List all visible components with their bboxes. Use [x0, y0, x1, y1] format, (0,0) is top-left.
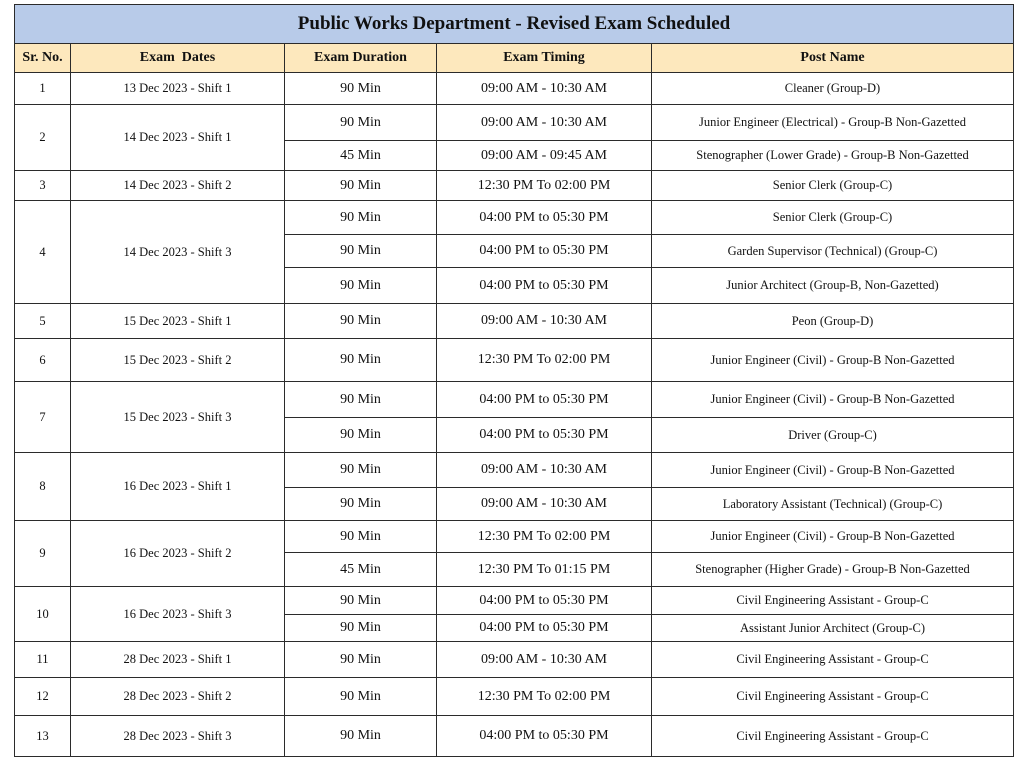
post-name-cell: Driver (Group-C) — [652, 418, 1014, 453]
exam-duration-cell: 45 Min — [285, 553, 437, 587]
post-name-cell: Senior Clerk (Group-C) — [652, 171, 1014, 201]
post-name-cell: Civil Engineering Assistant - Group-C — [652, 716, 1014, 757]
sr-no-cell: 12 — [15, 678, 71, 716]
sr-no-cell: 5 — [15, 304, 71, 339]
sr-no-cell: 2 — [15, 105, 71, 171]
exam-timing-cell: 09:00 AM - 09:45 AM — [437, 141, 652, 171]
sr-no-cell: 13 — [15, 716, 71, 757]
exam-timing-cell: 12:30 PM To 01:15 PM — [437, 553, 652, 587]
exam-duration-cell: 90 Min — [285, 201, 437, 235]
post-name-cell: Civil Engineering Assistant - Group-C — [652, 678, 1014, 716]
exam-timing-cell: 04:00 PM to 05:30 PM — [437, 382, 652, 418]
exam-timing-cell: 12:30 PM To 02:00 PM — [437, 339, 652, 382]
exam-timing-cell: 04:00 PM to 05:30 PM — [437, 235, 652, 268]
exam-date-cell: 14 Dec 2023 - Shift 2 — [71, 171, 285, 201]
exam-date-cell: 16 Dec 2023 - Shift 2 — [71, 521, 285, 587]
exam-schedule-table — [14, 4, 1014, 757]
exam-date-cell: 16 Dec 2023 - Shift 1 — [71, 453, 285, 521]
sr-no-cell: 8 — [15, 453, 71, 521]
exam-timing-cell: 04:00 PM to 05:30 PM — [437, 716, 652, 757]
exam-duration-cell: 90 Min — [285, 304, 437, 339]
exam-date-cell: 28 Dec 2023 - Shift 3 — [71, 716, 285, 757]
exam-duration-cell: 90 Min — [285, 382, 437, 418]
exam-timing-cell: 04:00 PM to 05:30 PM — [437, 201, 652, 235]
exam-timing-cell: 09:00 AM - 10:30 AM — [437, 304, 652, 339]
post-name-cell: Junior Engineer (Electrical) - Group-B Non-Gazetted — [652, 105, 1014, 141]
exam-timing-cell: 04:00 PM to 05:30 PM — [437, 587, 652, 615]
exam-duration-cell: 45 Min — [285, 141, 437, 171]
sr-no-cell: 7 — [15, 382, 71, 453]
post-name-cell: Junior Engineer (Civil) - Group-B Non-Gazetted — [652, 521, 1014, 553]
exam-schedule-sheet — [14, 4, 1013, 757]
header-sr-no: Sr. No. — [15, 44, 71, 73]
exam-duration-cell: 90 Min — [285, 339, 437, 382]
sr-no-cell: 3 — [15, 171, 71, 201]
sr-no-cell: 9 — [15, 521, 71, 587]
post-name-cell: Peon (Group-D) — [652, 304, 1014, 339]
exam-date-cell: 13 Dec 2023 - Shift 1 — [71, 73, 285, 105]
table-row — [15, 201, 1014, 235]
exam-date-cell: 28 Dec 2023 - Shift 2 — [71, 678, 285, 716]
exam-date-cell: 14 Dec 2023 - Shift 3 — [71, 201, 285, 304]
header-exam-timing: Exam Timing — [437, 44, 652, 73]
schedule-body — [15, 73, 1014, 757]
table-row — [15, 73, 1014, 105]
exam-duration-cell: 90 Min — [285, 716, 437, 757]
exam-timing-cell: 12:30 PM To 02:00 PM — [437, 678, 652, 716]
sr-no-cell: 10 — [15, 587, 71, 642]
exam-timing-cell: 09:00 AM - 10:30 AM — [437, 453, 652, 488]
header-row — [15, 44, 1014, 73]
post-name-cell: Stenographer (Higher Grade) - Group-B Non-Gazetted — [652, 553, 1014, 587]
exam-duration-cell: 90 Min — [285, 642, 437, 678]
exam-duration-cell: 90 Min — [285, 678, 437, 716]
table-row — [15, 716, 1014, 757]
exam-duration-cell: 90 Min — [285, 418, 437, 453]
table-row — [15, 339, 1014, 382]
exam-duration-cell: 90 Min — [285, 73, 437, 105]
table-row — [15, 678, 1014, 716]
post-name-cell: Civil Engineering Assistant - Group-C — [652, 587, 1014, 615]
post-name-cell: Junior Engineer (Civil) - Group-B Non-Gazetted — [652, 339, 1014, 382]
exam-date-cell: 16 Dec 2023 - Shift 3 — [71, 587, 285, 642]
table-row — [15, 521, 1014, 553]
exam-timing-cell: 09:00 AM - 10:30 AM — [437, 105, 652, 141]
table-row — [15, 382, 1014, 418]
post-name-cell: Assistant Junior Architect (Group-C) — [652, 615, 1014, 642]
exam-timing-cell: 09:00 AM - 10:30 AM — [437, 488, 652, 521]
exam-duration-cell: 90 Min — [285, 268, 437, 304]
post-name-cell: Laboratory Assistant (Technical) (Group-C) — [652, 488, 1014, 521]
exam-duration-cell: 90 Min — [285, 521, 437, 553]
exam-duration-cell: 90 Min — [285, 105, 437, 141]
exam-date-cell: 15 Dec 2023 - Shift 2 — [71, 339, 285, 382]
exam-duration-cell: 90 Min — [285, 615, 437, 642]
exam-duration-cell: 90 Min — [285, 488, 437, 521]
exam-duration-cell: 90 Min — [285, 453, 437, 488]
exam-timing-cell: 12:30 PM To 02:00 PM — [437, 521, 652, 553]
post-name-cell: Cleaner (Group-D) — [652, 73, 1014, 105]
table-row — [15, 453, 1014, 488]
sr-no-cell: 6 — [15, 339, 71, 382]
table-title: Public Works Department - Revised Exam Scheduled — [15, 5, 1014, 44]
post-name-cell: Junior Engineer (Civil) - Group-B Non-Gazetted — [652, 453, 1014, 488]
sr-no-cell: 11 — [15, 642, 71, 678]
post-name-cell: Stenographer (Lower Grade) - Group-B Non-Gazetted — [652, 141, 1014, 171]
sr-no-cell: 1 — [15, 73, 71, 105]
table-row — [15, 105, 1014, 141]
post-name-cell: Garden Supervisor (Technical) (Group-C) — [652, 235, 1014, 268]
exam-timing-cell: 09:00 AM - 10:30 AM — [437, 642, 652, 678]
exam-timing-cell: 09:00 AM - 10:30 AM — [437, 73, 652, 105]
table-row — [15, 642, 1014, 678]
sr-no-cell: 4 — [15, 201, 71, 304]
header-post-name: Post Name — [652, 44, 1014, 73]
exam-duration-cell: 90 Min — [285, 587, 437, 615]
header-exam-duration: Exam Duration — [285, 44, 437, 73]
exam-timing-cell: 04:00 PM to 05:30 PM — [437, 418, 652, 453]
post-name-cell: Junior Architect (Group-B, Non-Gazetted) — [652, 268, 1014, 304]
exam-date-cell: 15 Dec 2023 - Shift 3 — [71, 382, 285, 453]
table-row — [15, 304, 1014, 339]
table-row — [15, 587, 1014, 615]
table-row — [15, 171, 1014, 201]
exam-timing-cell: 04:00 PM to 05:30 PM — [437, 268, 652, 304]
post-name-cell: Civil Engineering Assistant - Group-C — [652, 642, 1014, 678]
exam-date-cell: 28 Dec 2023 - Shift 1 — [71, 642, 285, 678]
exam-duration-cell: 90 Min — [285, 171, 437, 201]
exam-duration-cell: 90 Min — [285, 235, 437, 268]
exam-date-cell: 15 Dec 2023 - Shift 1 — [71, 304, 285, 339]
exam-timing-cell: 04:00 PM to 05:30 PM — [437, 615, 652, 642]
exam-timing-cell: 12:30 PM To 02:00 PM — [437, 171, 652, 201]
exam-date-cell: 14 Dec 2023 - Shift 1 — [71, 105, 285, 171]
post-name-cell: Junior Engineer (Civil) - Group-B Non-Gazetted — [652, 382, 1014, 418]
post-name-cell: Senior Clerk (Group-C) — [652, 201, 1014, 235]
header-exam-dates: Exam Dates — [71, 44, 285, 73]
